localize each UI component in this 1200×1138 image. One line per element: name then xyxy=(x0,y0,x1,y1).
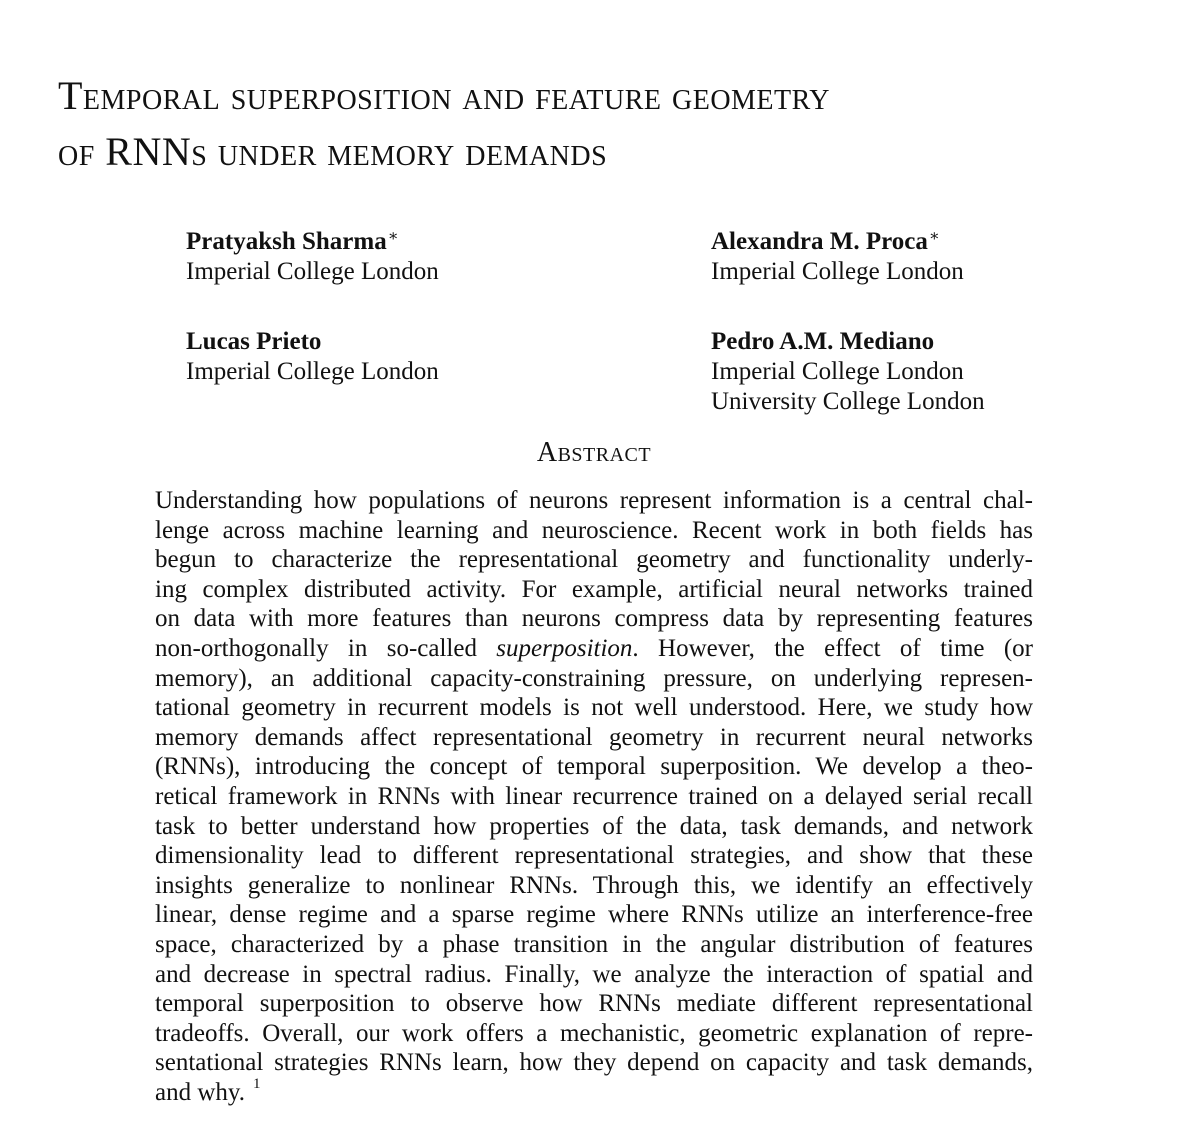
abstract-body xyxy=(155,486,1033,1107)
author-name: Pedro A.M. Mediano xyxy=(711,328,935,355)
abstract-heading: Abstract xyxy=(536,437,652,468)
author-block xyxy=(711,222,964,287)
abstract-line: temporal superposition to observe how RNNs mediate different representational xyxy=(155,990,1033,1018)
abstract-line: lenge across machine learning and neuroscience. Recent work in both fields has xyxy=(155,516,1033,544)
emphasized-term: superposition xyxy=(496,634,633,662)
author-block xyxy=(186,222,439,287)
author-affiliation: Imperial College London xyxy=(186,258,439,285)
abstract-text: non-orthogonally in so-called xyxy=(155,634,477,662)
abstract-line: memory demands affect representational geometry in recurrent neural networks xyxy=(155,723,1033,751)
abstract-line: tational geometry in recurrent models is not well understood. Here, we study how xyxy=(155,694,1033,722)
abstract-line: space, characterized by a phase transition in the angular distribution of features xyxy=(155,930,1033,958)
abstract-line: Understanding how populations of neurons represent information is a central chal- xyxy=(155,487,1033,514)
abstract-line: begun to characterize the representational geometry and functionality underly- xyxy=(155,546,1033,574)
author-affiliation: Imperial College London xyxy=(711,258,964,285)
author-affiliation: Imperial College London xyxy=(711,358,964,385)
abstract-line: linear, dense regime and a sparse regime where RNNs utilize an interference-free xyxy=(155,901,1033,929)
abstract-text: and why. xyxy=(155,1078,246,1106)
author-name: Lucas Prieto xyxy=(186,328,322,355)
abstract-line xyxy=(155,1075,1033,1108)
abstract-line: memory), an additional capacity-constraining pressure, on underlying represen- xyxy=(155,664,1033,692)
abstract-line xyxy=(155,634,1033,664)
abstract-line: tradeoffs. Overall, our work offers a mechanistic, geometric explanation of repre- xyxy=(155,1019,1033,1047)
author-affiliation: University College London xyxy=(711,388,985,415)
author-block xyxy=(711,327,985,417)
abstract-line: dimensionality lead to different representational strategies, and show that these xyxy=(155,842,1033,870)
abstract-line: task to better understand how properties of the data, task demands, and network xyxy=(155,812,1033,840)
abstract-line: sentational strategies RNNs learn, how they depend on capacity and task demands, xyxy=(155,1049,1033,1077)
paper-title-line-1: Temporal superposition and feature geometry xyxy=(58,73,830,118)
abstract-line: retical framework in RNNs with linear recurrence trained on a delayed serial recall xyxy=(155,782,1033,810)
footnote-marker: 1 xyxy=(253,1075,261,1092)
abstract-line: (RNNs), introducing the concept of temporal superposition. We develop a theo- xyxy=(155,753,1033,781)
abstract-line: on data with more features than neurons compress data by representing features xyxy=(155,605,1033,633)
abstract-line: insights generalize to nonlinear RNNs. Through this, we identify an effectively xyxy=(155,871,1033,899)
author-block xyxy=(186,327,439,387)
abstract-text: . However, the effect of time (or xyxy=(632,634,1033,662)
equal-contribution-marker: ∗ xyxy=(387,228,399,245)
paper-title xyxy=(58,68,1168,180)
abstract-line: ing complex distributed activity. For example, artificial neural networks trained xyxy=(155,575,1033,603)
author-name: Alexandra M. Proca xyxy=(711,228,928,255)
abstract-line: and decrease in spectral radius. Finally, we analyze the interaction of spatial and xyxy=(155,960,1033,988)
author-name: Pratyaksh Sharma xyxy=(186,228,387,255)
equal-contribution-marker: ∗ xyxy=(928,228,940,245)
author-affiliation: Imperial College London xyxy=(186,358,439,385)
paper-title-line-2: of RNNs under memory demands xyxy=(58,129,608,174)
